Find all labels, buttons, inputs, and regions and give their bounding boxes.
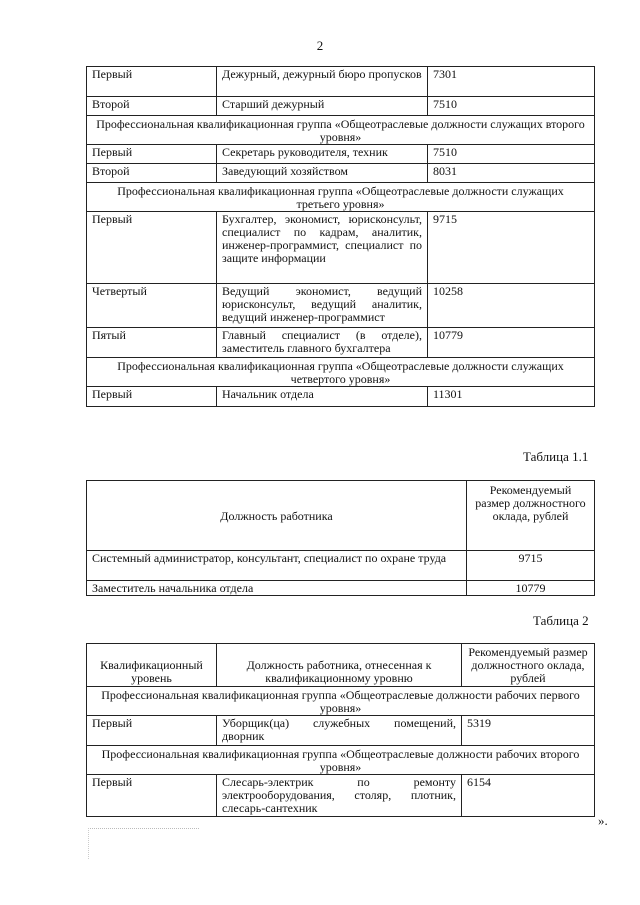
table-row [87, 551, 595, 581]
closing-mark: ». [598, 813, 608, 828]
salary-cell: 7510 [428, 145, 595, 164]
salary-cell: 5319 [462, 716, 595, 746]
group-title: Профессиональная квалификационная группа «Общеотраслевые должности служащих третьего уровня» [87, 183, 595, 212]
table-row [87, 387, 595, 407]
level-cell: Первый [87, 716, 217, 746]
salary-cell: 10779 [467, 581, 595, 596]
position-cell: Начальник отдела [217, 387, 428, 407]
table-row [87, 581, 595, 596]
table-row [87, 212, 595, 284]
position-cell: Старший дежурный [217, 97, 428, 116]
position-cell: Заместитель начальника отдела [87, 581, 467, 596]
group-header-row [87, 746, 595, 775]
salary-cell: 10258 [428, 284, 595, 328]
header-position: Должность работника, отнесенная к квалификационному уровню [217, 644, 462, 687]
position-cell: Системный администратор, консультант, специалист по охране труда [87, 551, 467, 581]
level-cell: Первый [87, 67, 217, 97]
salary-cell: 8031 [428, 164, 595, 183]
group-header-row [87, 183, 595, 212]
level-cell: Четвертый [87, 284, 217, 328]
table-row [87, 775, 595, 817]
salary-cell: 9715 [467, 551, 595, 581]
position-cell: Слесарь-электрик по ремонту электрооборудования, столяр, плотник, слесарь-сантехник [217, 775, 462, 817]
table-row [87, 284, 595, 328]
group-title: Профессиональная квалификационная группа «Общеотраслевые должности служащих четвертого уровня» [87, 358, 595, 387]
level-cell: Пятый [87, 328, 217, 358]
header-salary: Рекомендуемый размер должностного оклада, рублей [467, 481, 595, 551]
level-cell: Первый [87, 145, 217, 164]
header-position: Должность работника [87, 481, 467, 551]
group-title: Профессиональная квалификационная группа «Общеотраслевые должности рабочих первого уровня» [87, 687, 595, 716]
salary-cell: 10779 [428, 328, 595, 358]
table-1-1 [86, 480, 595, 596]
level-cell: Первый [87, 387, 217, 407]
table-2 [86, 643, 595, 817]
group-title: Профессиональная квалификационная группа «Общеотраслевые должности рабочих второго уровня» [87, 746, 595, 775]
page-number: 2 [316, 38, 324, 53]
position-cell: Бухгалтер, экономист, юрисконсульт, специалист по кадрам, аналитик, инженер-программист, специалист по защите информации [217, 212, 428, 284]
position-cell: Секретарь руководителя, техник [217, 145, 428, 164]
position-cell: Дежурный, дежурный бюро пропусков [217, 67, 428, 97]
table-header-row [87, 481, 595, 551]
header-level: Квалификационный уровень [87, 644, 217, 687]
level-cell: Второй [87, 164, 217, 183]
group-title: Профессиональная квалификационная группа «Общеотраслевые должности служащих второго уровня» [87, 116, 595, 145]
table-row [87, 67, 595, 97]
salary-cell: 6154 [462, 775, 595, 817]
salary-cell: 7301 [428, 67, 595, 97]
table-2-caption: Таблица 2 [533, 613, 589, 628]
table-row [87, 97, 595, 116]
salary-cell: 9715 [428, 212, 595, 284]
position-cell: Заведующий хозяйством [217, 164, 428, 183]
level-cell: Первый [87, 775, 217, 817]
position-cell: Уборщик(ца) служебных помещений, дворник [217, 716, 462, 746]
level-cell: Второй [87, 97, 217, 116]
salary-cell: 7510 [428, 97, 595, 116]
group-header-row [87, 687, 595, 716]
level-cell: Первый [87, 212, 217, 284]
stamp-mark [88, 828, 199, 859]
position-cell: Ведущий экономист, ведущий юрисконсульт, ведущий аналитик, ведущий инженер-программист [217, 284, 428, 328]
salary-cell: 11301 [428, 387, 595, 407]
table-row [87, 164, 595, 183]
group-header-row [87, 358, 595, 387]
position-cell: Главный специалист (в отделе), заместитель главного бухгалтера [217, 328, 428, 358]
table-header-row [87, 644, 595, 687]
table-row [87, 328, 595, 358]
table-row [87, 716, 595, 746]
group-header-row [87, 116, 595, 145]
header-salary: Рекомендуемый размер должностного оклада, рублей [462, 644, 595, 687]
table-row [87, 145, 595, 164]
table-1-1-caption: Таблица 1.1 [523, 449, 589, 464]
table-top [86, 66, 595, 407]
